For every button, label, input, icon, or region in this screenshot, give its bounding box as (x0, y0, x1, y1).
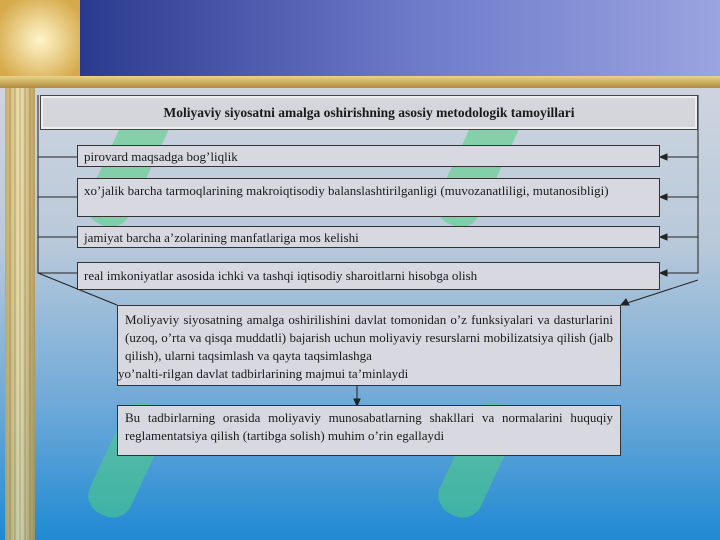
principle-item: real imkoniyatlar asosida ichki va tashqi iqtisodiy sharoitlarni hisobga olish (77, 262, 660, 290)
note-box (117, 405, 621, 456)
principle-item: xo’jalik barcha tarmoqlarining makroiqtisodiy balanslashtirilganligi (muvozanatliligi, mutanosibligi) (77, 178, 660, 217)
definition-tail: yo’nalti-rilgan davlat tadbirlarining majmui ta’minlaydi (118, 366, 409, 381)
principle-item: jamiyat barcha a’zolarining manfatlariga mos kelishi (77, 226, 660, 248)
slide-title: Moliyaviy siyosatni amalga oshirishning asosiy metodologik tamoyillari (40, 95, 698, 130)
definition-box (117, 305, 621, 386)
definition-text: Moliyaviy siyosatning amalga oshirilishini davlat tomonidan o’z funksiyalari va dasturlarini (uzoq, o’rta va qisqa muddatli) bajarish uchun moliyaviy resurslarni mobilizatsiya qilish (jalb qilish), ularni taqsimlash va qayta taqsimlashga (125, 312, 613, 363)
principle-item: pirovard maqsadga bog’liqlik (77, 145, 660, 167)
note-text: Bu tadbirlarning orasida moliyaviy munosabatlarning shakllari va normalarini huquqiy reglamentatsiya qilish (tartibga solish) muhim o’rin egallaydi (125, 410, 613, 443)
